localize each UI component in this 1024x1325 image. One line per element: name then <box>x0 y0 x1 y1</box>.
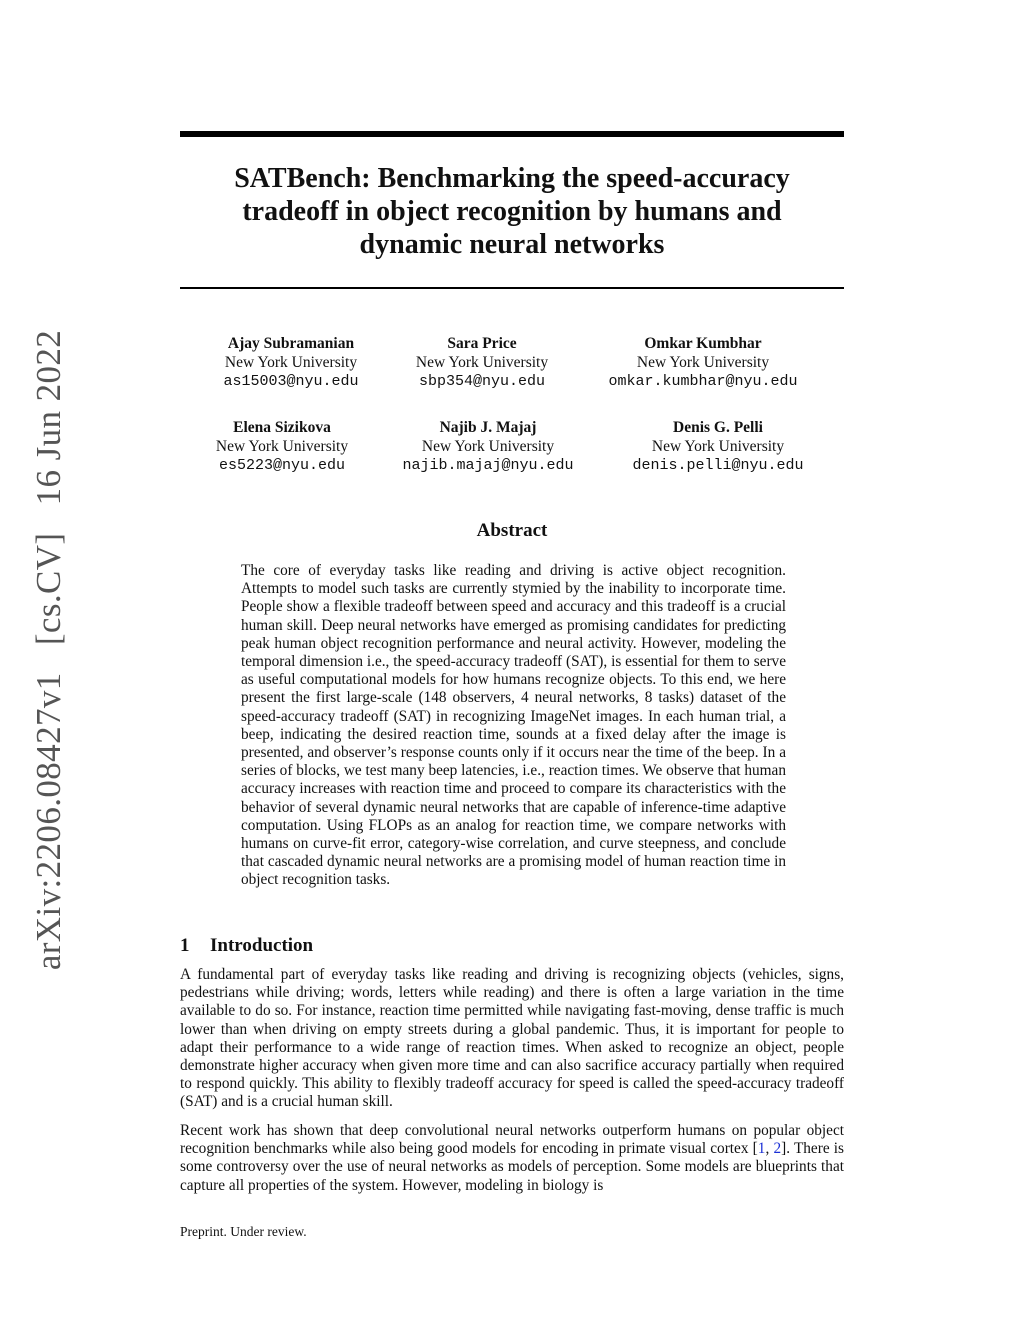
author-block <box>588 334 818 391</box>
author-email[interactable]: as15003@nyu.edu <box>223 373 359 390</box>
author-name: Denis G. Pelli <box>673 419 763 436</box>
title-top-rule <box>180 131 844 137</box>
title-bottom-rule <box>180 287 844 289</box>
citation-separator: , <box>765 1140 774 1158</box>
author-block <box>373 418 603 475</box>
arxiv-category: [cs.CV] <box>29 532 68 646</box>
author-email[interactable]: es5223@nyu.edu <box>218 457 346 474</box>
paper-title <box>180 162 844 261</box>
author-affiliation: New York University <box>651 438 785 455</box>
arxiv-identifier-stamp <box>29 330 69 970</box>
abstract-heading: Abstract <box>476 520 548 541</box>
citation-link[interactable]: 1 <box>757 1140 766 1158</box>
author-affiliation: New York University <box>224 354 358 371</box>
author-email[interactable]: denis.pelli@nyu.edu <box>632 457 804 474</box>
author-name: Sara Price <box>447 335 517 352</box>
author-affiliation: New York University <box>215 438 349 455</box>
author-name: Ajay Subramanian <box>227 335 355 352</box>
author-block <box>367 334 597 391</box>
section-heading-introduction <box>180 935 313 957</box>
title-line: dynamic neural networks <box>359 229 665 260</box>
paragraph-text: ]. There is some controversy over the use of neural networks as models of perception. Some models are blueprints that capture all properties of the system. However, modeling in biology is <box>180 1140 844 1194</box>
author-email[interactable]: najib.majaj@nyu.edu <box>402 457 574 474</box>
intro-paragraph-1: A fundamental part of everyday tasks like reading and driving is recognizing objects (vehicles, signs, pedestrians while driving; words, letters while reading) and there is often a large variation in the time available to do so. For instance, reaction time permitted while navigating fast-moving, dense traffic is much lower than when driving on empty streets during a global pandemic. Thus, it is important for people to adapt their performance to a wide range of reaction times. When asked to recognize an object, people demonstrate higher accuracy when given more time and can also sacrifice accuracy partially when required to respond quickly. This ability to flexibly tradeoff accuracy for speed is called the speed-accuracy tradeoff (SAT) and is a crucial human skill. <box>180 966 844 1111</box>
author-name: Omkar Kumbhar <box>644 335 762 352</box>
section-number: 1 <box>180 935 190 956</box>
paragraph-text: Recent work has shown that deep convolutional neural networks outperform humans on popular object recognition benchmarks while also being good models for encoding in primate visual cortex [ <box>180 1122 844 1158</box>
author-affiliation: New York University <box>421 438 555 455</box>
citation-link[interactable]: 2 <box>773 1140 782 1158</box>
author-block <box>167 418 397 475</box>
intro-paragraph-2 <box>180 1122 844 1195</box>
author-affiliation: New York University <box>636 354 770 371</box>
author-name: Najib J. Majaj <box>439 419 537 436</box>
arxiv-id: arXiv:2206.08427v1 <box>29 672 68 971</box>
abstract-text: The core of everyday tasks like reading and driving is active object recognition. Attempts to model such tasks are currently stymied by the inability to incorporate time. People show a flexible tradeoff between speed and accuracy and this tradeoff is a crucial human skill. Deep neural networks have emerged as promising candidates for predicting peak human object recognition performance and neural activity. However, modeling the temporal dimension i.e., the speed-accuracy tradeoff (SAT), is essential for them to serve as useful computational models for how humans recognize objects. To this end, we here present the first large-scale (148 observers, 4 neural networks, 8 tasks) dataset of the speed-accuracy tradeoff (SAT) in recognizing ImageNet images. In each human trial, a beep, indicating the desired reaction time, sounds at a fixed delay after the image is presented, and observer’s response counts only if it occurs near the time of the beep. In a series of blocks, we test many beep latencies, i.e., reaction times. We observe that human accuracy increases with reaction time and proceed to compare its characteristics with the behavior of several dynamic neural networks that are capable of inference-time adaptive computation. Using FLOPs as an analog for reaction time, we compare networks with humans on curve-fit error, category-wise correlation, and curve steepness, and conclude that cascaded dynamic neural networks are a promising model of human reaction time in object recognition tasks. <box>241 562 786 889</box>
title-line: tradeoff in object recognition by humans and <box>242 196 782 227</box>
author-affiliation: New York University <box>415 354 549 371</box>
author-block <box>603 418 833 475</box>
author-email[interactable]: omkar.kumbhar@nyu.edu <box>608 373 798 390</box>
title-line: SATBench: Benchmarking the speed-accuracy <box>234 163 790 194</box>
author-name: Elena Sizikova <box>233 419 331 436</box>
section-title: Introduction <box>210 935 314 956</box>
author-email[interactable]: sbp354@nyu.edu <box>418 373 546 390</box>
preprint-note: Preprint. Under review. <box>180 1224 307 1239</box>
arxiv-date: 16 Jun 2022 <box>29 329 68 506</box>
